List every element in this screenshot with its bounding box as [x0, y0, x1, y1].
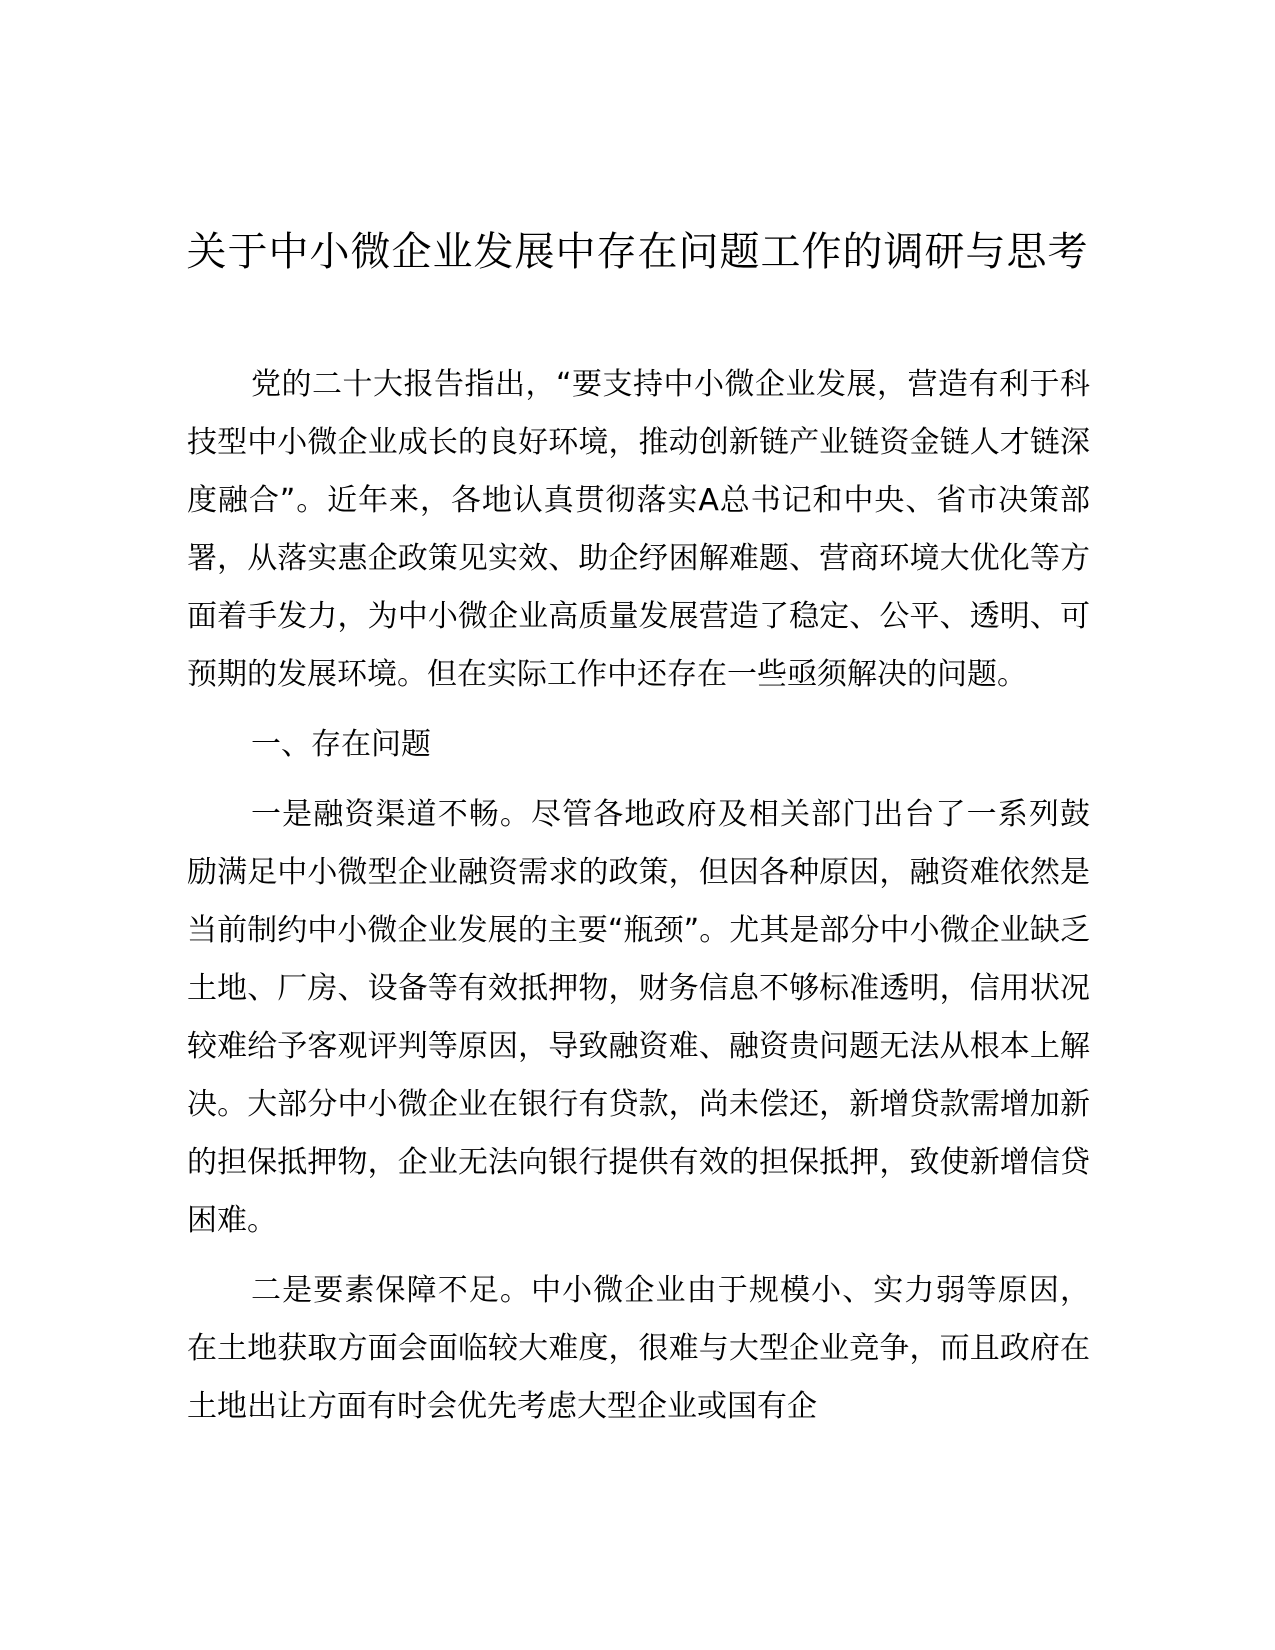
- paragraph-financing: 一是融资渠道不畅。尽管各地政府及相关部门出台了一系列鼓励满足中小微型企业融资需求的政策，但因各种原因，融资难依然是当前制约中小微企业发展的主要“瓶颈”。尤其是部分中小微企业缺乏土地、厂房、设备等有效抵押物，财务信息不够标准透明，信用状况较难给予客观评判等原因，导致融资难、融资贵问题无法从根本上解决。大部分中小微企业在银行有贷款，尚未偿还，新增贷款需增加新的担保抵押物，企业无法向银行提供有效的担保抵押，致使新增信贷困难。: [187, 797, 1090, 1238]
- paragraph-intro: 党的二十大报告指出，“要支持中小微企业发展，营造有利于科技型中小微企业成长的良好环境，推动创新链产业链资金链人才链深度融合”。近年来，各地认真贯彻落实A总书记和中央、省市决策部署，从落实惠企政策见实效、助企纾困解难题、营商环境大优化等方面着手发力，为中小微企业高质量发展营造了稳定、公平、透明、可预期的发展环境。但在实际工作中还存在一些亟须解决的问题。: [187, 367, 1090, 692]
- document-body: [187, 356, 1090, 1436]
- document-title: 关于中小微企业发展中存在问题工作的调研与思考: [186, 229, 1089, 275]
- paragraph-factors: 二是要素保障不足。中小微企业由于规模小、实力弱等原因，在土地获取方面会面临较大难度，很难与大型企业竞争，而且政府在土地出让方面有时会优先考虑大型企业或国有企: [187, 1273, 1090, 1424]
- section-heading-problems: 一、存在问题: [251, 727, 431, 762]
